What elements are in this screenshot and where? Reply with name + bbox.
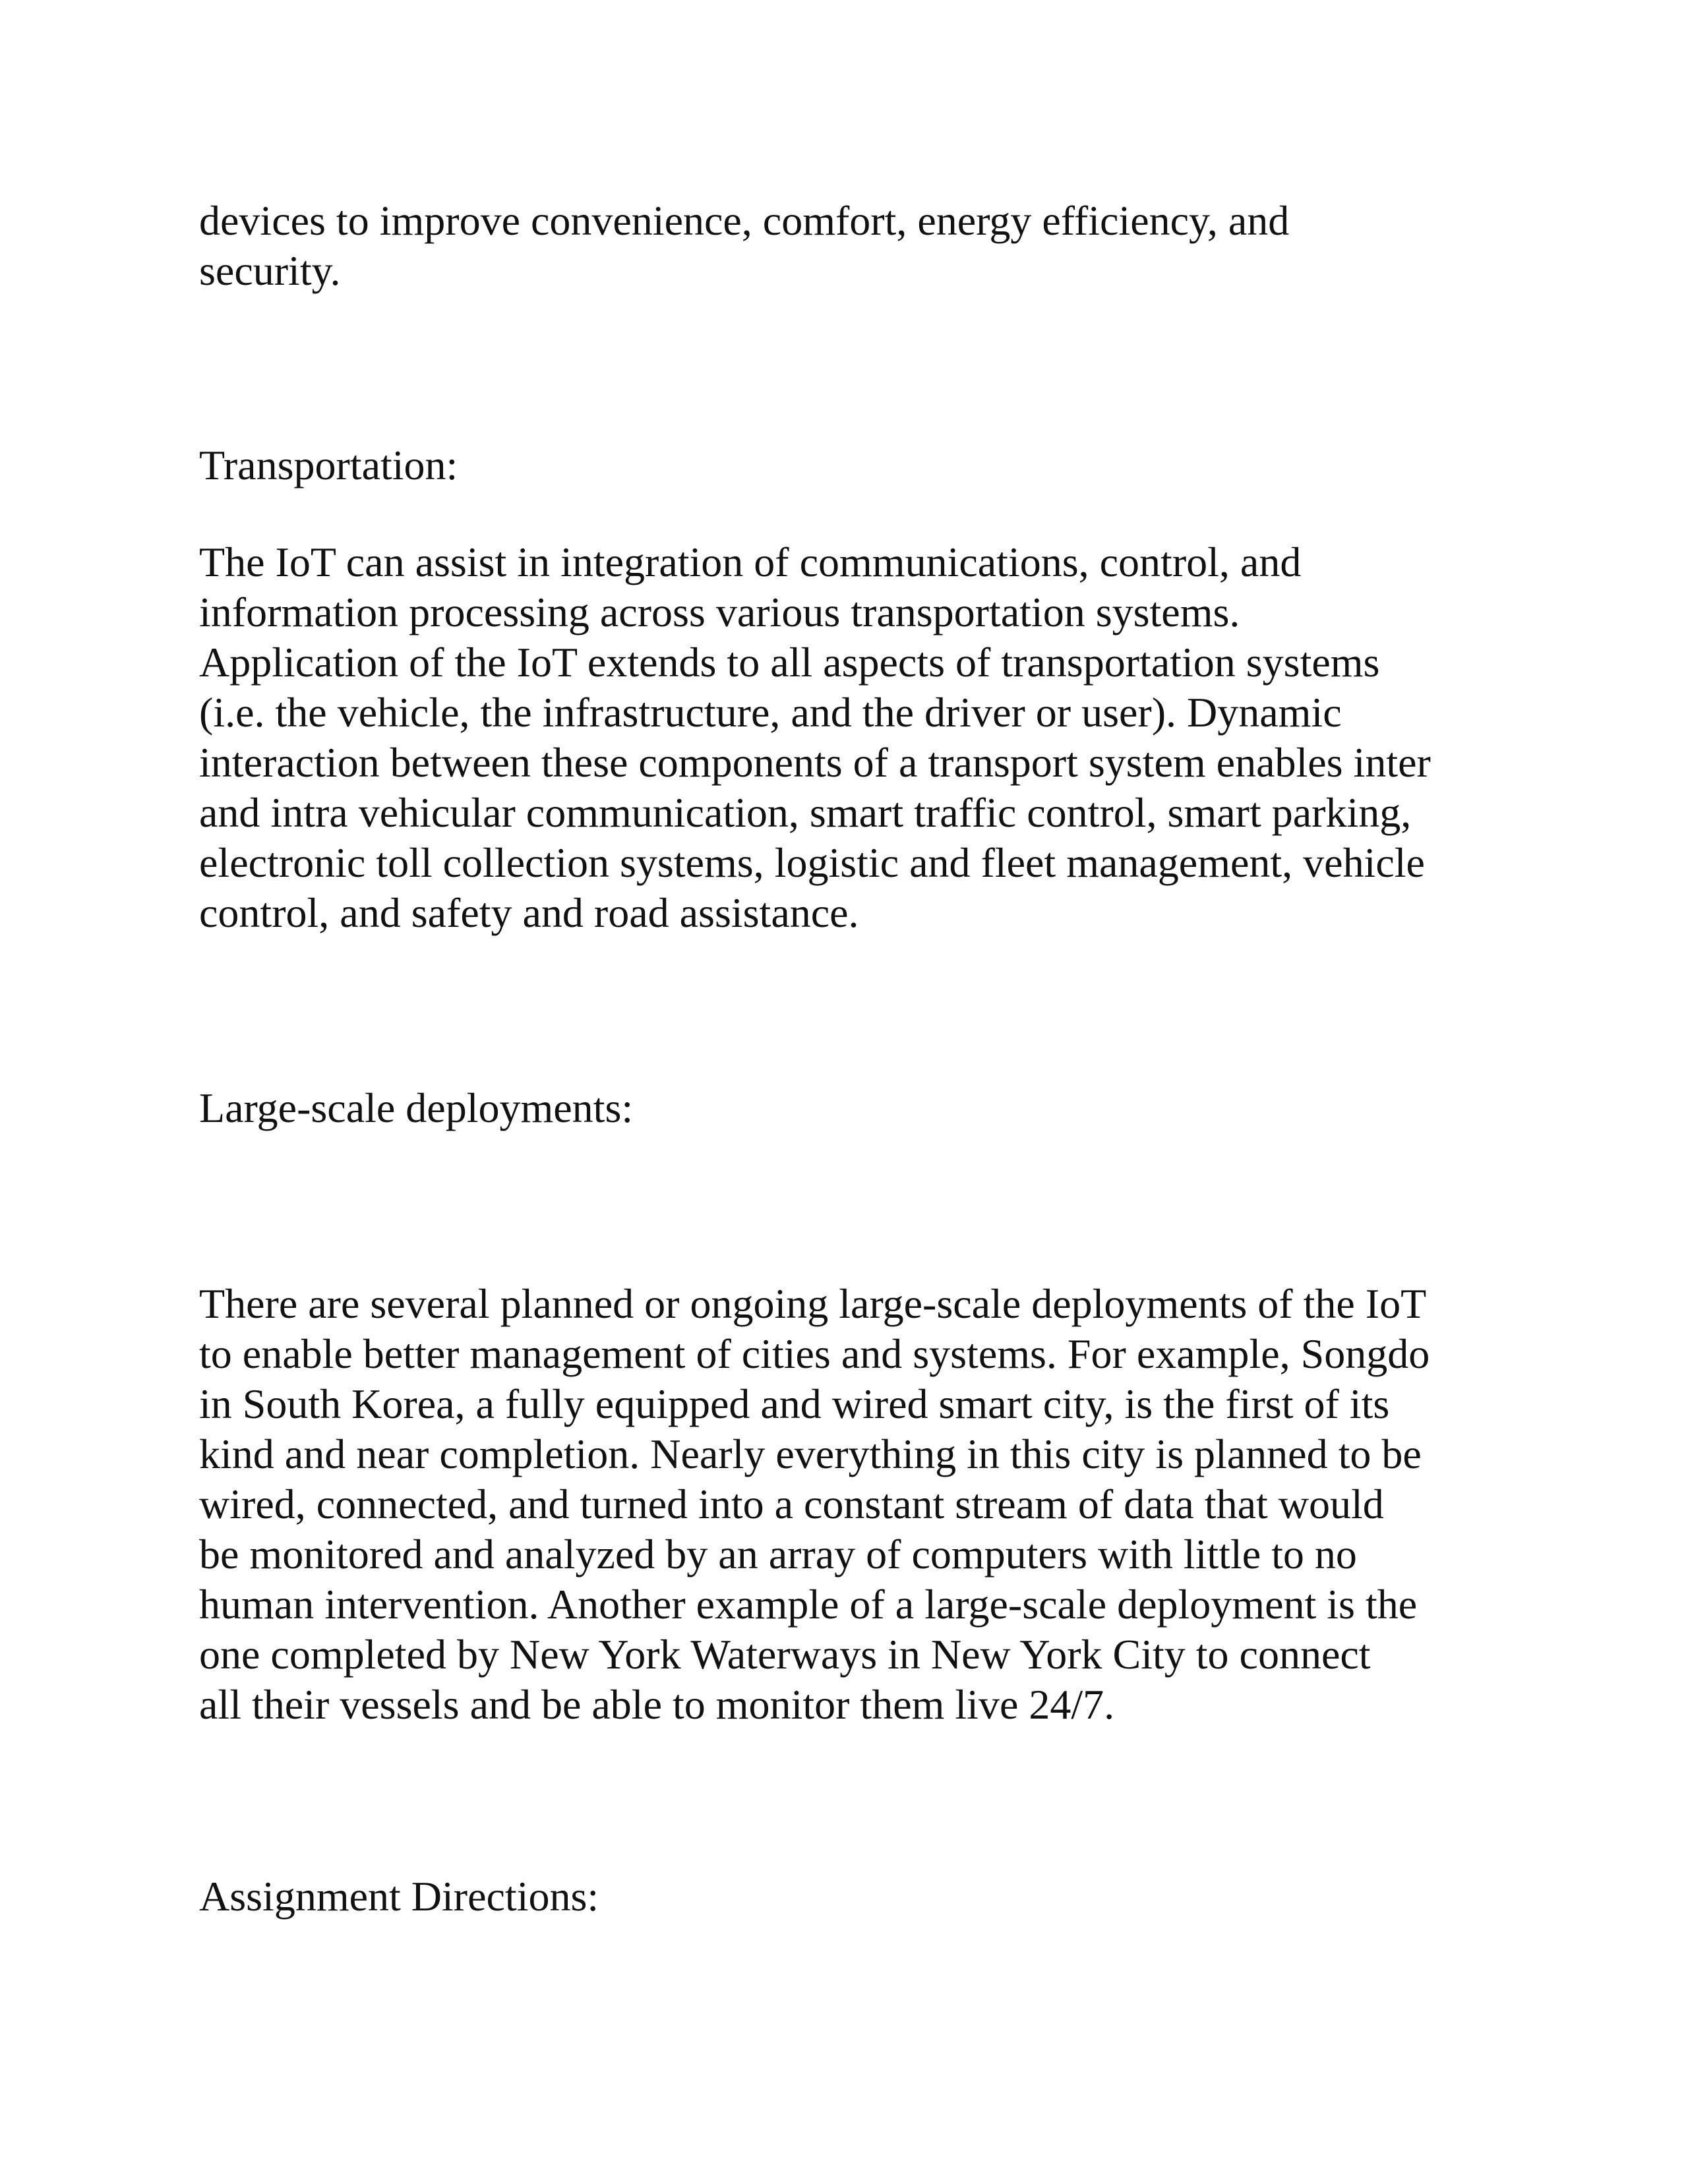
section-heading-transportation: Transportation:	[199, 442, 458, 488]
section-heading-large-scale-deployments: Large-scale deployments:	[199, 1084, 634, 1131]
transportation-paragraph: The IoT can assist in integration of communications, control, and information processing across various transportation systems. Application of the IoT extends to all aspects of transportation systems (i.e. the vehicle, the infrastructure, and the driver or user). Dynamic interaction between these components of a transport system enables inter and intra vehicular communication, smart traffic control, smart parking, electronic toll collection systems, logistic and fleet management, vehicle control, and safety and road assistance.	[199, 539, 1431, 936]
large-scale-deployments-paragraph: There are several planned or ongoing large-scale deployments of the IoT to enable better management of cities and systems. For example, Songdo in South Korea, a fully equipped and wired smart city, is the first of its kind and near completion. Nearly everything in this city is planned to be wired, connected, and turned into a constant stream of data that would be monitored and analyzed by an array of computers with little to no human intervention. Another example of a large-scale deployment is the one completed by New York Waterways in New York City to connect all their vessels and be able to monitor them live 24/7.	[199, 1280, 1430, 1728]
section-heading-assignment-directions: Assignment Directions:	[199, 1873, 599, 1920]
intro-paragraph: devices to improve convenience, comfort, energy efficiency, and security.	[199, 197, 1290, 294]
